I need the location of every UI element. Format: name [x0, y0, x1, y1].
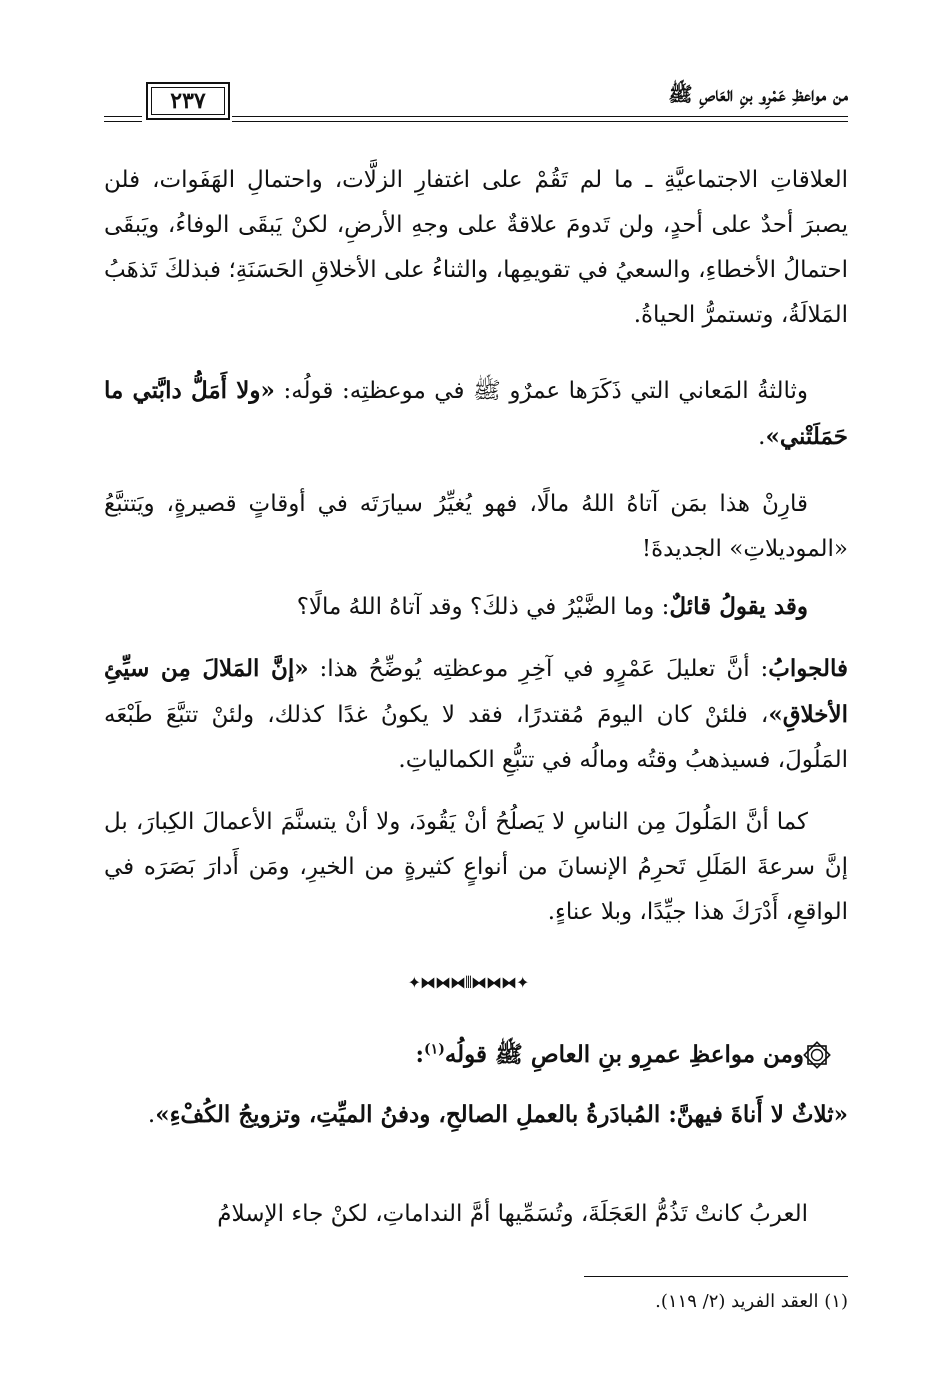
footnote-rule	[584, 1276, 848, 1277]
section-quote-text: «ثلاثٌ لا أَناةَ فيهنَّ: المُبادَرةُ بالعملِ الصالحِ، ودفنُ الميِّتِ، وتزويجُ الكُفْءِ»	[155, 1101, 848, 1128]
footnote-number: (١)	[824, 1291, 848, 1312]
paragraph-5-lead: فالجوابُ	[768, 655, 848, 682]
section-quote	[104, 1092, 848, 1138]
footnote	[104, 1287, 848, 1317]
paragraph-1-text: العلاقاتِ الاجتماعيَّةِ ـ ما لم تَقُمْ على اغتفارِ الزلَّات، واحتمالِ الهَفَوات، فلن يصبرَ أحدٌ على أحدٍ، ولن تَدومَ علاقةٌ على وجهِ الأرضِ، لكنْ يَبقَى الوفاءُ، ويَبقَى احتمالُ الأخطاءِ، والسعيُ في تقويمِها، والثناءُ على الأخلاقِ الحَسَنَةِ؛ فبذلكَ تَذهَبُ المَلالَةُ، وتستمرُّ الحياةُ.	[104, 167, 848, 328]
paragraph-4	[104, 584, 848, 630]
page-number: ٢٣٧	[170, 88, 206, 114]
footnote-reference: (١)	[424, 1041, 445, 1058]
page-number-frame	[146, 82, 230, 120]
paragraph-2-end: .	[758, 424, 766, 450]
paragraph-4-lead: وقد يقولُ قائلٌ	[669, 593, 808, 620]
paragraph-7-text: العربُ كانتْ تَذُمُّ العَجَلَةَ، وتُسَمِّيها أمَّ النداماتِ، لكنْ جاء الإسلامُ	[217, 1201, 808, 1227]
paragraph-2-intro: وثالثةُ المَعاني التي ذَكَرَها عمرٌو ﷺ في موعظتِه: قولُه:	[274, 378, 808, 404]
header-rule-left-lower	[104, 121, 142, 122]
paragraph-3-text: قارِنْ هذا بمَن آتاهُ اللهُ مالًا، فهو يُغيِّرُ سيارَتَه في أوقاتٍ قصيرةٍ، ويَتتبَّعُ «الموديلاتِ» الجديدةَ!	[104, 491, 848, 562]
paragraph-5	[104, 646, 848, 783]
paragraph-6-text: كما أنَّ المَلُولَ مِن الناسِ لا يَصلُحُ أنْ يَقُودَ، ولا أنْ يتسنَّمَ الأعمالَ الكِبارَ، بل إنَّ سرعةَ المَلَلِ تَحرِمُ الإنسانَ من أنواعٍ كثيرةٍ من الخيرِ، ومَن أَدارَ بَصَرَه في الواقعِ، أَدْرَكَ هذا جيِّدًا، وبلا عناءٍ.	[104, 809, 848, 925]
paragraph-5-mid: : أنَّ تعليلَ عَمْرٍو في آخِرِ موعظتِه يُوضِّحُ هذا:	[308, 656, 769, 682]
paragraph-7	[104, 1192, 848, 1237]
paragraph-6	[104, 800, 848, 935]
paragraph-2-quote: «ولا أَمَلُّ دابَّتي ما حَمَلَتْني»	[104, 377, 848, 450]
paragraph-4-text: : وما الضَّيْرُ في ذلكَ؟ وقد آتاهُ اللهُ مالًا؟	[296, 594, 670, 620]
paragraph-3	[104, 482, 848, 572]
paragraph-2	[104, 368, 848, 460]
ornament-divider: ✦⧓⧓⧓⦀⧓⧓⧓✦	[407, 973, 529, 992]
section-heading-colon: :	[415, 1041, 425, 1068]
header-rule-right-lower	[232, 121, 848, 122]
header-rule-left	[104, 116, 142, 117]
section-heading-text: ومن مواعظِ عمرِو بنِ العاصِ ﷺ قولُه	[444, 1041, 804, 1068]
running-title: من مواعظِ عَمْرِو بنِ العَاصِ ﷺ	[668, 82, 848, 106]
paragraph-1	[104, 158, 848, 338]
paragraph-5-quote: «إنَّ المَلالَ مِن سيِّئِ الأخلاقِ»	[104, 655, 848, 728]
paragraph-5-text: ، فلئنْ كان اليومَ مُقتدرًا، فقد لا يكونُ غدًا كذلك، ولئنْ تتبَّعَ طَبْعَه المَلُولَ، فسيذهبُ وقتُه ومالُه في تتبُّعِ الكمالياتِ.	[104, 702, 848, 773]
footnote-text: العقد الفريد (٢/ ١١٩).	[655, 1291, 819, 1312]
section-heading	[104, 1032, 804, 1077]
section-quote-end: .	[147, 1102, 156, 1128]
header-rule-right	[232, 116, 848, 117]
octagram-star-icon	[802, 1040, 832, 1070]
